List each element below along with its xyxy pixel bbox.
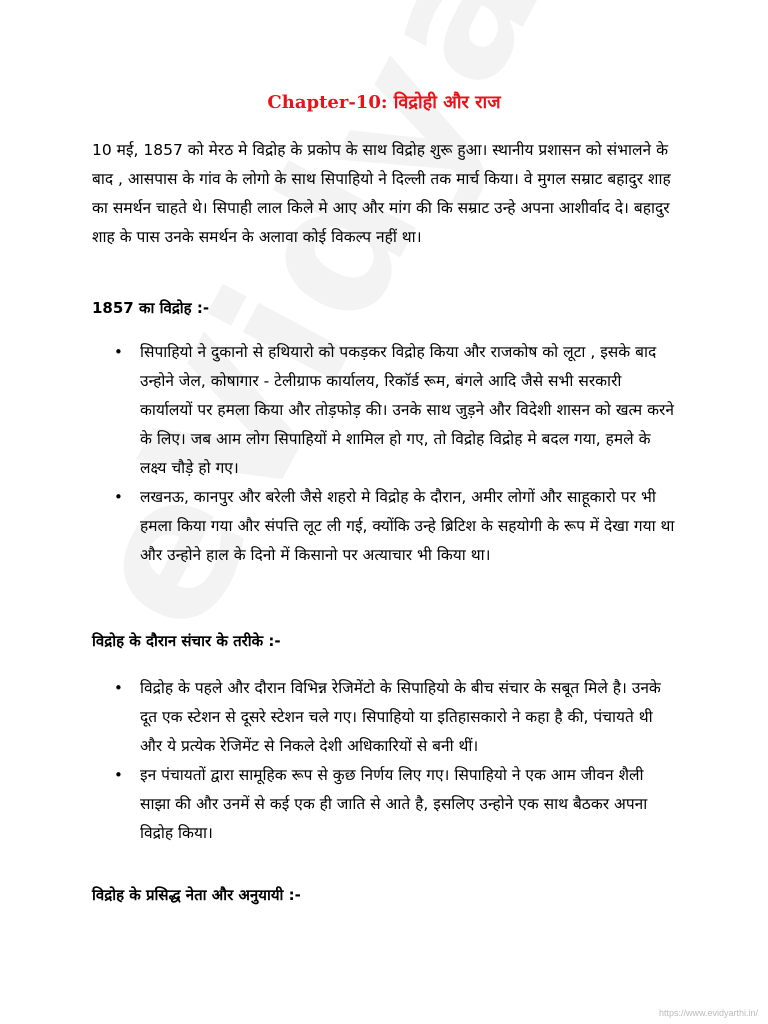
- bullet-list-1857-revolt: [92, 338, 676, 570]
- bullet-list-communication: [92, 674, 676, 848]
- list-item: • लखनऊ, कानपुर और बरेली जैसे शहरो मे विद्रोह के दौरान, अमीर लोगों और साहूकारो पर भी हमला किया गया और संपत्ति लूट ली गई, क्योंकि उन्हे ब्रिटिश के सहयोगी के रूप में देखा गया था और उन्होने हाल के दिनो में किसानो पर अत्याचार भी किया था।: [92, 483, 676, 570]
- section-heading-1857-revolt: 1857 का विद्रोह :-: [92, 299, 210, 317]
- list-item: • सिपाहियो ने दुकानो से हथियारो को पकड़कर विद्रोह किया और राजकोष को लूटा , इसके बाद उन्होने जेल, कोषागार - टेलीग्राफ कार्यालय, रिकॉर्ड रूम, बंगले आदि जैसे सभी सरकारी कार्यालयों पर हमला किया और तोड़फोड़ की। उनके साथ जुड़ने और विदेशी शासन को खत्म करने के लिए। जब आम लोग सिपाहियों मे शामिल हो गए, तो विद्रोह विद्रोह मे बदल गया, हमले के लक्ष्य चौड़े हो गए।: [92, 338, 676, 483]
- list-item: • विद्रोह के पहले और दौरान विभिन्न रेजिमेंटो के सिपाहियो के बीच संचार के सबूत मिले है। उनके दूत एक स्टेशन से दूसरे स्टेशन चले गए। सिपाहियो या इतिहासकारो ने कहा है की, पंचायते थी और ये प्रत्येक रेजिमेंट से निकले देशी अधिकारियों से बनी थीं।: [92, 674, 676, 761]
- section-heading-communication: विद्रोह के दौरान संचार के तरीके :-: [92, 632, 281, 650]
- section-heading-leaders: विद्रोह के प्रसिद्ध नेता और अनुयायी :-: [92, 886, 301, 904]
- intro-paragraph: 10 मई, 1857 को मेरठ मे विद्रोह के प्रकोप के साथ विद्रोह शुरू हुआ। स्थानीय प्रशासन को संभालने के बाद , आसपास के गांव के लोगो के साथ सिपाहियो ने दिल्ली तक मार्च किया। वे मुगल सम्राट बहादुर शाह का समर्थन चाहते थे। सिपाही लाल किले मे आए और मांग की कि सम्राट उन्हे अपना आशीर्वाद दे। बहादुर शाह के पास उनके समर्थन के अलावा कोई विकल्प नहीं था।: [92, 141, 671, 246]
- list-item: • इन पंचायतों द्वारा सामूहिक रूप से कुछ निर्णय लिए गए। सिपाहियो ने एक आम जीवन शैली साझा की और उनमें से कई एक ही जाति से आते है, इसलिए उन्होने एक साथ बैठकर अपना विद्रोह किया।: [92, 761, 676, 848]
- chapter-title: Chapter-10: विद्रोही और राज: [267, 92, 501, 113]
- footer-url: https://www.evidyarthi.in/: [658, 1008, 758, 1018]
